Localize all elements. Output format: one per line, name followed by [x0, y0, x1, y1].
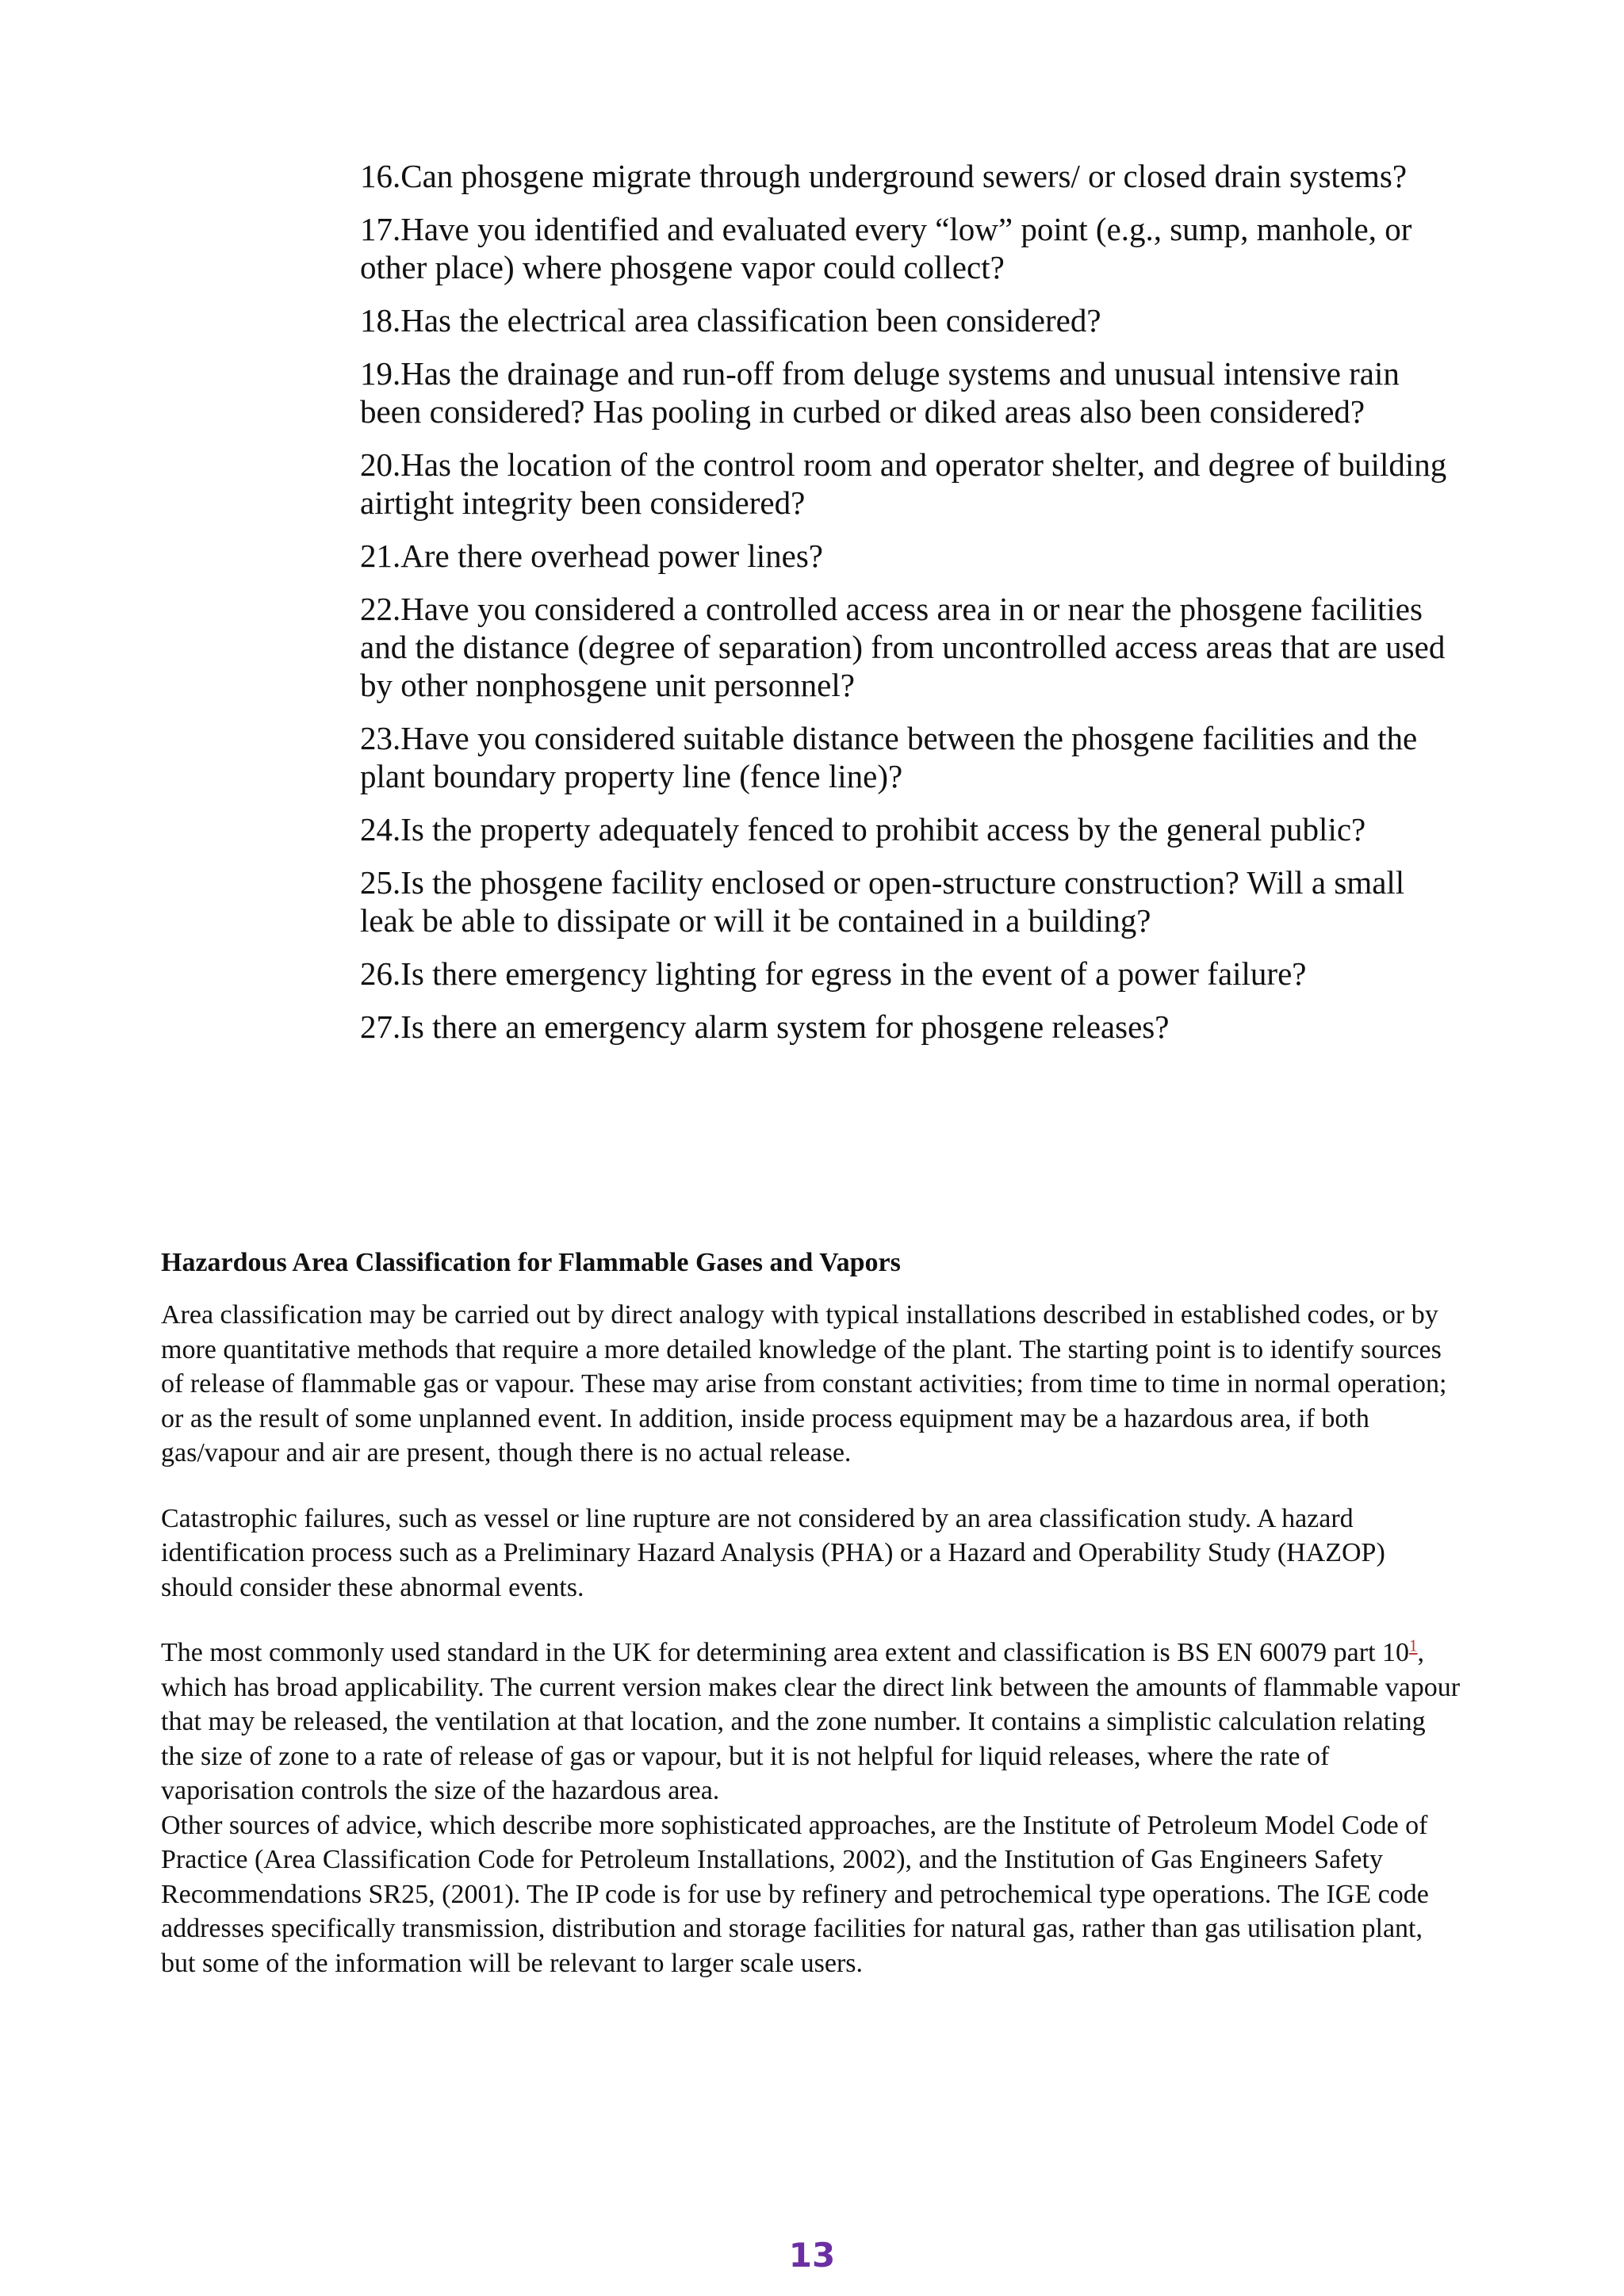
question-19: 19.Has the drainage and run-off from deluge systems and unusual intensive rain been considered? Has pooling in curbed or diked areas also been considered?: [360, 355, 1400, 430]
question-20: 20.Has the location of the control room and operator shelter, and degree of building airtight integrity been considered?: [360, 446, 1447, 521]
hazardous-area-section: [161, 1246, 1461, 1980]
section-heading: Hazardous Area Classification for Flammable Gases and Vapors: [161, 1248, 901, 1277]
question-16: 16.Can phosgene migrate through underground sewers/ or closed drain systems?: [360, 158, 1408, 194]
question-24: 24.Is the property adequately fenced to prohibit access by the general public?: [360, 811, 1366, 848]
page-number: 13: [788, 2236, 836, 2275]
question-22: 22.Have you considered a controlled access area in or near the phosgene facilities and the distance (degree of separation) from uncontrolled access areas that are used by other nonphosgene unit personnel?: [360, 591, 1446, 703]
footnote-link[interactable]: 1: [1409, 1636, 1418, 1655]
paragraph-standards-start: The most commonly used standard in the UK for determining area extent and classification is BS EN 60079 part 10: [161, 1638, 1410, 1667]
paragraph-standards: [161, 1636, 1461, 1808]
question-18: 18.Has the electrical area classification been considered?: [360, 302, 1101, 339]
question-27: 27.Is there an emergency alarm system for phosgene releases?: [360, 1008, 1170, 1045]
paragraph-other-sources: Other sources of advice, which describe more sophisticated approaches, are the Institute of Petroleum Model Code of Practice (Area Classification Code for Petroleum Installations, 2002), and the Institution of Gas Engineers Safety Recommendations SR25, (2001). The IP code is for use by refinery and petrochemical type operations. The IGE code addresses specifically transmission, distribution and storage facilities for natural gas, rather than gas utilisation plant, but some of the information will be relevant to larger scale users.: [161, 1810, 1429, 1978]
paragraph-catastrophic-failures: Catastrophic failures, such as vessel or line rupture are not considered by an area classification study. A hazard identification process such as a Preliminary Hazard Analysis (PHA) or a Hazard and Operability Study (HAZOP) should consider these abnormal events.: [161, 1503, 1385, 1602]
paragraph-area-classification: Area classification may be carried out by direct analogy with typical installations described in established codes, or by more quantitative methods that require a more detailed knowledge of the plant. The starting point is to identify sources of release of flammable gas or vapour. These may arise from constant activities; from time to time in normal operation; or as the result of some unplanned event. In addition, inside process equipment may be a hazardous area, if both gas/vapour and air are present, though there is no actual release.: [161, 1300, 1447, 1468]
question-25: 25.Is the phosgene facility enclosed or open-structure construction? Will a small leak be able to dissipate or will it be contained in a building?: [360, 864, 1405, 939]
checklist-questions: [360, 157, 1454, 1061]
question-21: 21.Are there overhead power lines?: [360, 538, 823, 574]
paragraph-standards-end: , which has broad applicability. The current version makes clear the direct link between the amounts of flammable vapour that may be released, the ventilation at that location, and the zone number. It contains a simplistic calculation relating the size of zone to a rate of release of gas or vapour, but it is not helpful for liquid releases, where the rate of vaporisation controls the size of the hazardous area.: [161, 1638, 1461, 1805]
question-23: 23.Have you considered suitable distance between the phosgene facilities and the plant boundary property line (fence line)?: [360, 720, 1418, 794]
question-17: 17.Have you identified and evaluated every “low” point (e.g., sump, manhole, or other place) where phosgene vapor could collect?: [360, 211, 1412, 285]
question-26: 26.Is there emergency lighting for egress in the event of a power failure?: [360, 955, 1307, 992]
